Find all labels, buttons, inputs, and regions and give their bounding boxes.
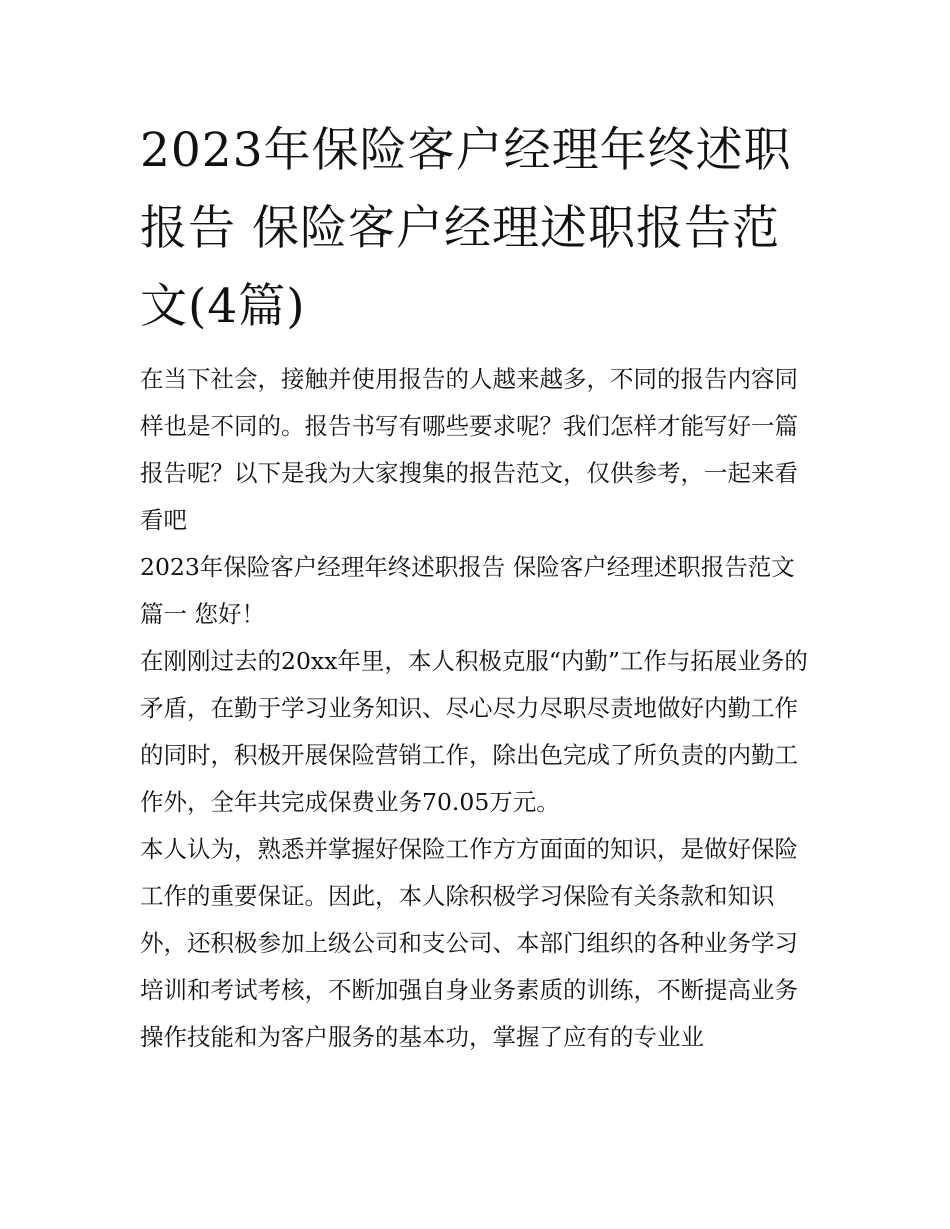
- paragraph-learning: 本人认为，熟悉并掌握好保险工作方方面面的知识，是做好保险工作的重要保证。因此，本人除积极学习保险有关条款和知识外，还积极参加上级公司和支公司、本部门组织的各种业务学习培训和考试考核，不断加强自身业务素质的训练，不断提高业务操作技能和为客户服务的基本功，掌握了应有的专业业: [140, 835, 798, 1051]
- paragraph-work-summary: 在刚刚过去的20xx年里，本人积极克服“内勤”工作与拓展业务的矛盾，在勤于学习业务知识、尽心尽力尽职尽责地做好内勤工作的同时，积极开展保险营销工作，除出色完成了所负责的内勤工作外，全年共完成保费业务70.05万元。: [140, 647, 808, 816]
- paragraph-intro: 在当下社会，接触并使用报告的人越来越多，不同的报告内容同样也是不同的。报告书写有哪些要求呢？我们怎样才能写好一篇报告呢？以下是我为大家搜集的报告范文，仅供参考，一起来看看吧: [140, 365, 798, 534]
- document-body: [140, 356, 815, 1061]
- document-title: 2023年保险客户经理年终述职报告 保险客户经理述职报告范文(4篇): [140, 123, 792, 334]
- paragraph-section-heading: 2023年保险客户经理年终述职报告 保险客户经理述职报告范文篇一 您好！: [140, 553, 795, 628]
